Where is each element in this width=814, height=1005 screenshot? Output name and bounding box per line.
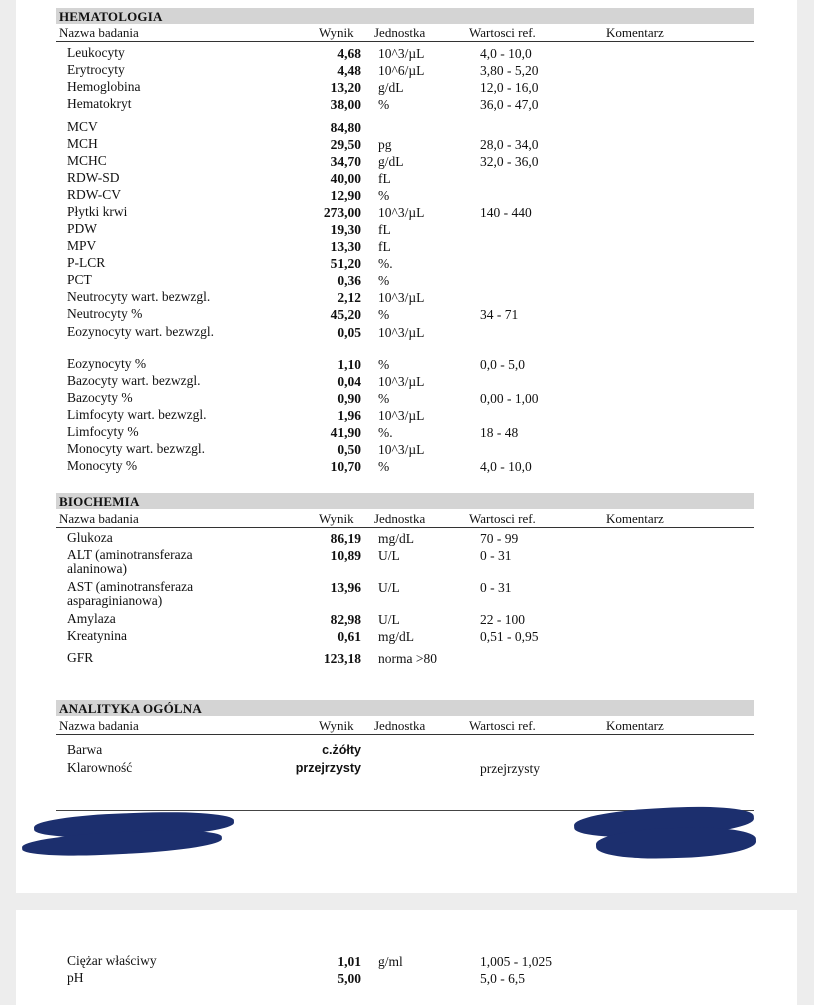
reference-range: 3,80 - 5,20 — [480, 63, 539, 78]
result-value: 1,10 — [337, 357, 361, 372]
section-header-hematology: HEMATOLOGIA — [56, 8, 754, 24]
result-value: 19,30 — [330, 222, 361, 237]
reference-range: 0,00 - 1,00 — [480, 391, 539, 406]
unit: % — [378, 459, 390, 474]
result-value: 2,12 — [337, 290, 361, 305]
result-value: 13,30 — [330, 239, 361, 254]
result-value: 10,70 — [330, 459, 361, 474]
test-name: MCH — [67, 136, 98, 151]
result-value: 84,80 — [330, 120, 361, 135]
test-name: Eozynocyty wart. bezwzgl. — [67, 324, 214, 339]
result-value: 4,48 — [337, 63, 361, 78]
unit: pg — [378, 137, 392, 152]
result-value: 45,20 — [330, 307, 361, 322]
unit: g/dL — [378, 80, 404, 95]
reference-range: 4,0 - 10,0 — [480, 459, 532, 474]
result-value: c.żółty — [322, 743, 361, 757]
unit: % — [378, 273, 390, 288]
test-name: AST (aminotransferaza asparaginianowa) — [67, 579, 194, 608]
result-value: 123,18 — [323, 651, 361, 666]
reference-range: 22 - 100 — [480, 612, 525, 627]
test-name: Płytki krwi — [67, 204, 128, 219]
reference-range: 0,51 - 0,95 — [480, 629, 539, 644]
unit: % — [378, 357, 390, 372]
reference-range: 0,0 - 5,0 — [480, 357, 525, 372]
col-name-header: Nazwa badania — [59, 718, 139, 733]
unit: % — [378, 391, 390, 406]
test-name: Eozynocyty % — [67, 356, 147, 371]
test-name: Erytrocyty — [67, 62, 125, 77]
test-name: Leukocyty — [67, 45, 125, 60]
test-name: Bazocyty wart. bezwzgl. — [67, 373, 201, 388]
column-headers-hematology — [56, 25, 754, 42]
section-header-biochemistry: BIOCHEMIA — [56, 493, 754, 509]
test-name: P-LCR — [67, 255, 106, 270]
unit: norma >80 — [378, 651, 437, 666]
result-value: przejrzysty — [295, 761, 361, 775]
unit: fL — [378, 239, 391, 254]
unit: % — [378, 188, 390, 203]
unit: 10^3/µL — [378, 290, 425, 305]
reference-range: 70 - 99 — [480, 531, 519, 546]
col-unit-header: Jednostka — [374, 511, 426, 526]
test-name: Limfocyty wart. bezwzgl. — [67, 407, 207, 422]
reference-range: przejrzysty — [480, 761, 540, 776]
column-headers-urinalysis — [56, 718, 754, 735]
result-value: 12,90 — [330, 188, 361, 203]
result-value: 29,50 — [330, 137, 361, 152]
reference-range: 28,0 - 34,0 — [480, 137, 539, 152]
result-value: 273,00 — [323, 205, 361, 220]
section-header-urinalysis: ANALITYKA OGÓLNA — [56, 700, 754, 716]
test-name: pH — [67, 970, 84, 985]
result-value: 82,98 — [330, 612, 361, 627]
col-value-header: Wynik — [319, 511, 354, 526]
test-name: Klarowność — [67, 760, 133, 775]
test-name: MCV — [67, 119, 98, 134]
col-ref-header: Wartosci ref. — [469, 511, 536, 526]
unit: fL — [378, 171, 391, 186]
column-headers-biochemistry — [56, 511, 754, 528]
test-name: PDW — [67, 221, 97, 236]
result-value: 13,20 — [330, 80, 361, 95]
reference-range: 1,005 - 1,025 — [480, 954, 552, 969]
test-name: MPV — [67, 238, 97, 253]
result-value: 38,00 — [330, 97, 361, 112]
test-name: RDW-CV — [67, 187, 121, 202]
result-value: 51,20 — [330, 256, 361, 271]
test-name: GFR — [67, 650, 94, 665]
reference-range: 34 - 71 — [480, 307, 519, 322]
result-value: 4,68 — [337, 46, 361, 61]
test-name: Neutrocyty wart. bezwzgl. — [67, 289, 211, 304]
unit: U/L — [378, 612, 400, 627]
test-name: Monocyty % — [67, 458, 138, 473]
result-value: 10,89 — [330, 548, 361, 563]
col-comment-header: Komentarz — [606, 511, 664, 526]
test-name: ALT (aminotransferaza alaninowa) — [67, 547, 193, 576]
result-value: 0,90 — [337, 391, 361, 406]
test-name: Neutrocyty % — [67, 306, 143, 321]
unit: % — [378, 97, 390, 112]
test-name: Hemoglobina — [67, 79, 141, 94]
report-page-2 — [16, 910, 797, 1005]
col-ref-header: Wartosci ref. — [469, 25, 536, 40]
test-name: Limfocyty % — [67, 424, 139, 439]
report-page-1 — [16, 0, 797, 893]
result-value: 40,00 — [330, 171, 361, 186]
result-value: 0,04 — [337, 374, 361, 389]
result-value: 41,90 — [330, 425, 361, 440]
col-comment-header: Komentarz — [606, 718, 664, 733]
reference-range: 0 - 31 — [480, 548, 512, 563]
test-name: Monocyty wart. bezwzgl. — [67, 441, 205, 456]
test-name: RDW-SD — [67, 170, 120, 185]
test-name: Barwa — [67, 742, 103, 757]
result-value: 0,05 — [337, 325, 361, 340]
unit: mg/dL — [378, 629, 414, 644]
unit: 10^6/µL — [378, 63, 425, 78]
result-value: 34,70 — [330, 154, 361, 169]
test-name: Glukoza — [67, 530, 113, 545]
col-name-header: Nazwa badania — [59, 25, 139, 40]
result-value: 0,36 — [337, 273, 361, 288]
col-unit-header: Jednostka — [374, 25, 426, 40]
reference-range: 32,0 - 36,0 — [480, 154, 539, 169]
reference-range: 4,0 - 10,0 — [480, 46, 532, 61]
unit: fL — [378, 222, 391, 237]
unit: g/ml — [378, 954, 403, 969]
reference-range: 12,0 - 16,0 — [480, 80, 539, 95]
unit: %. — [378, 425, 393, 440]
col-name-header: Nazwa badania — [59, 511, 139, 526]
test-name: Hematokryt — [67, 96, 132, 111]
reference-range: 0 - 31 — [480, 580, 512, 595]
result-value: 86,19 — [330, 531, 361, 546]
unit: mg/dL — [378, 531, 414, 546]
test-name: Kreatynina — [67, 628, 127, 643]
result-value: 1,96 — [337, 408, 361, 423]
unit: g/dL — [378, 154, 404, 169]
unit: 10^3/µL — [378, 205, 425, 220]
unit: U/L — [378, 548, 400, 563]
col-ref-header: Wartosci ref. — [469, 718, 536, 733]
col-comment-header: Komentarz — [606, 25, 664, 40]
unit: 10^3/µL — [378, 442, 425, 457]
unit: 10^3/µL — [378, 408, 425, 423]
unit: 10^3/µL — [378, 46, 425, 61]
test-name: MCHC — [67, 153, 107, 168]
unit: 10^3/µL — [378, 325, 425, 340]
col-value-header: Wynik — [319, 25, 354, 40]
result-value: 0,61 — [337, 629, 361, 644]
result-value: 13,96 — [330, 580, 361, 595]
result-value: 0,50 — [337, 442, 361, 457]
reference-range: 18 - 48 — [480, 425, 519, 440]
unit: 10^3/µL — [378, 374, 425, 389]
test-name: Bazocyty % — [67, 390, 133, 405]
test-name: Amylaza — [67, 611, 116, 626]
reference-range: 5,0 - 6,5 — [480, 971, 525, 986]
col-unit-header: Jednostka — [374, 718, 426, 733]
unit: % — [378, 307, 390, 322]
unit: U/L — [378, 580, 400, 595]
result-value: 5,00 — [337, 971, 361, 986]
col-value-header: Wynik — [319, 718, 354, 733]
reference-range: 36,0 - 47,0 — [480, 97, 539, 112]
test-name: Ciężar właściwy — [67, 953, 157, 968]
result-value: 1,01 — [337, 954, 361, 969]
test-name: PCT — [67, 272, 92, 287]
unit: %. — [378, 256, 393, 271]
reference-range: 140 - 440 — [480, 205, 532, 220]
